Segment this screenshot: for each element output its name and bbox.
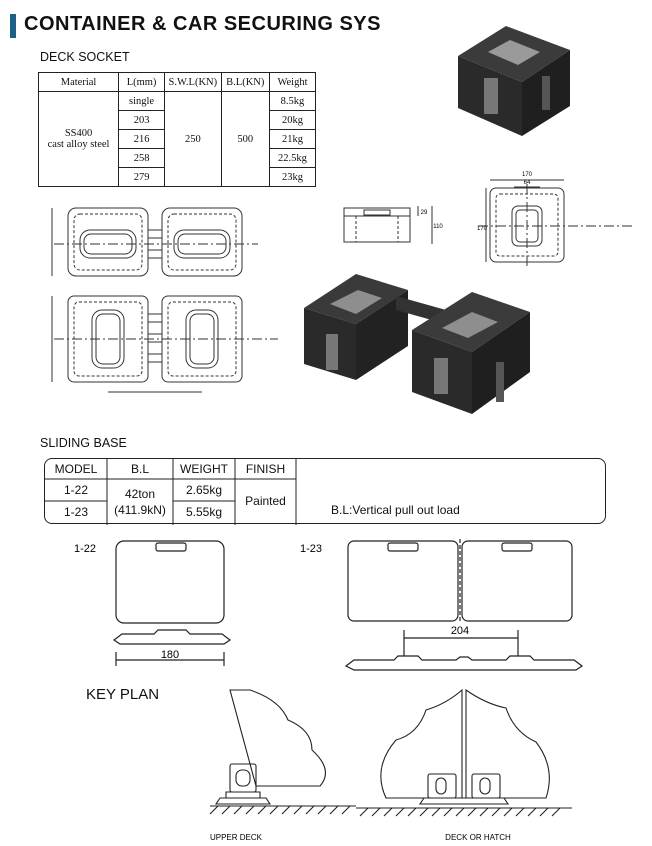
column-header: WEIGHT [180, 462, 228, 476]
length-cell: 203 [119, 111, 165, 130]
model-cell: 1-23 [63, 505, 89, 519]
length-cell: 216 [119, 130, 165, 149]
length-cell: 258 [119, 149, 165, 168]
bl-cell: 42ton [124, 487, 156, 501]
model-cell: 1-22 [63, 483, 89, 497]
column-header: Weight [269, 73, 315, 92]
deck-socket-heading: DECK SOCKET [40, 50, 130, 64]
bl-note: B.L:Vertical pull out load [331, 503, 460, 517]
weight-cell: 20kg [269, 111, 315, 130]
page-title: CONTAINER & CAR SECURING SYS [24, 13, 381, 35]
sliding-base-heading: SLIDING BASE [40, 436, 127, 450]
single-socket-photo [448, 18, 578, 140]
single-socket-drawing [338, 168, 638, 268]
column-header: Material [39, 73, 119, 92]
column-header: B.L(KN) [221, 73, 269, 92]
dim-label: 29 [420, 210, 428, 216]
sliding-base-drawings [66, 534, 586, 676]
sliding-base-table [44, 458, 606, 524]
double-socket-drawing [40, 198, 302, 408]
weight-cell: 5.55kg [185, 505, 223, 519]
dim-180: 180 [160, 649, 180, 661]
length-cell: single [119, 92, 165, 111]
column-header: B.L [130, 462, 149, 476]
dim-label: 170 [521, 172, 533, 178]
title-accent-bar [10, 14, 16, 38]
weight-cell: 21kg [269, 130, 315, 149]
dim-label: 110 [433, 224, 443, 230]
column-header: FINISH [245, 462, 286, 476]
weight-cell: 8.5kg [269, 92, 315, 111]
model-label-1-23: 1-23 [300, 543, 323, 555]
weight-cell: 22.5kg [269, 149, 315, 168]
model-label-1-22: 1-22 [74, 543, 97, 555]
deck-socket-table [38, 72, 316, 187]
weight-cell: 23kg [269, 168, 315, 187]
column-header: S.W.L(KN) [165, 73, 222, 92]
upper-deck-label: UPPER DECK [209, 833, 263, 842]
key-plan-drawing [196, 684, 576, 846]
bl-cell: 500 [221, 92, 269, 187]
column-header: L(mm) [119, 73, 165, 92]
dim-label: 170 [476, 226, 488, 232]
double-socket-photo [300, 268, 536, 418]
column-header: MODEL [54, 462, 98, 476]
material-cell: SS400 cast alloy steel [39, 92, 119, 187]
bl-cell: (411.9kN) [114, 503, 166, 517]
finish-cell: Painted [245, 494, 286, 508]
weight-cell: 2.65kg [185, 483, 223, 497]
dim-label: 64 [523, 180, 531, 186]
key-plan-heading: KEY PLAN [86, 686, 160, 703]
dim-204: 204 [450, 625, 470, 637]
swl-cell: 250 [165, 92, 222, 187]
length-cell: 279 [119, 168, 165, 187]
deck-or-hatch-label: DECK OR HATCH [445, 833, 511, 842]
